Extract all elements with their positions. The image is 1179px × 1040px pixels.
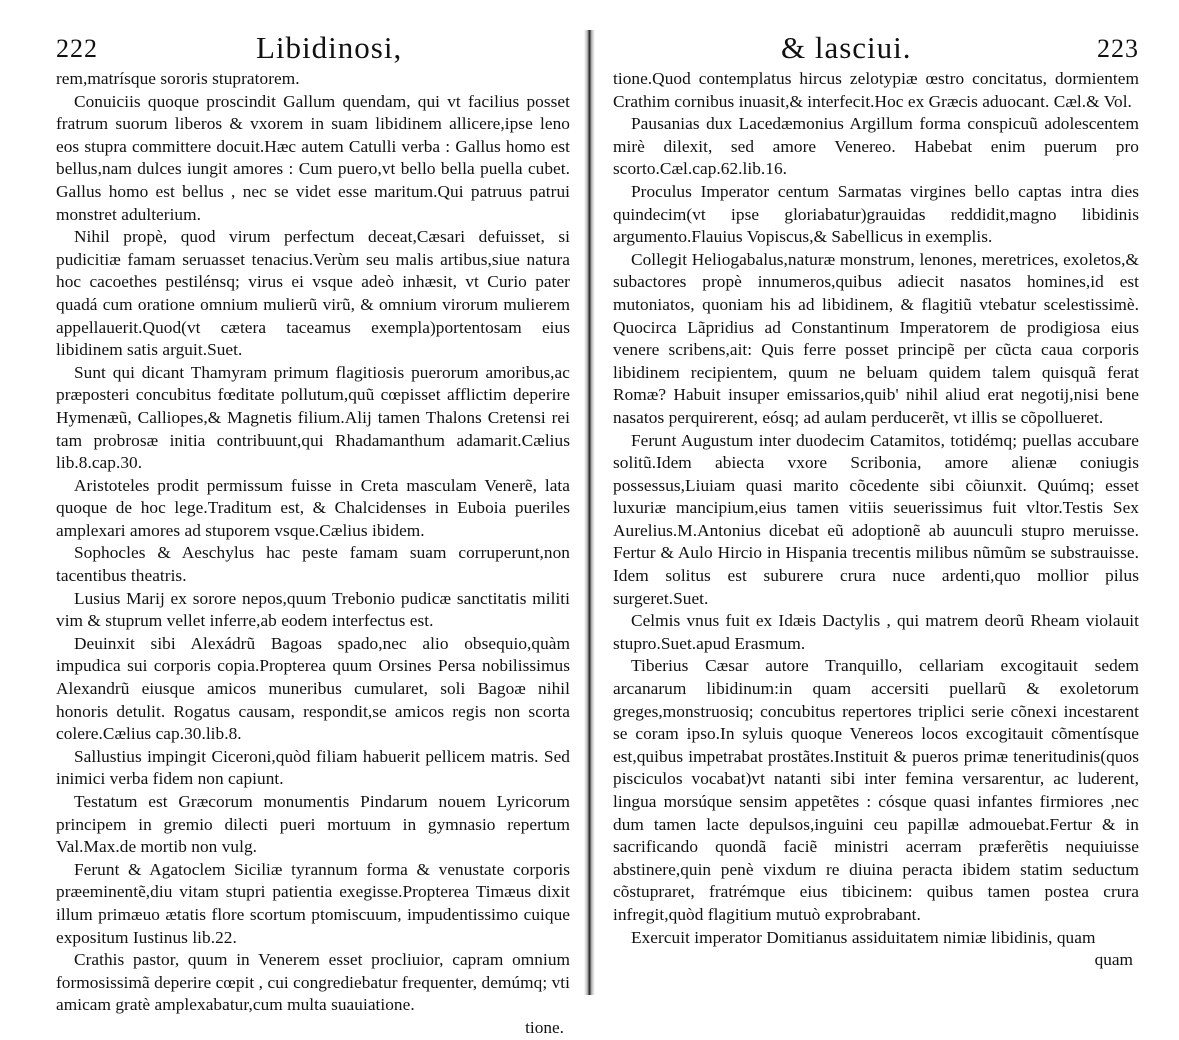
paragraph: Deuinxit sibi Alexádrũ Bagoas spado,nec alio obsequio,quàm impudica sui corporis copia.Propterea quum Orsines Persa nobilissimus Alexandrũ eiusque amicos muneribus cumularet, soli Bagoæ nihil honoris detulit. Rogatus causam, respondit,se amicos regis non scorta colere.Cælius cap.30.lib.8. bbox=[56, 633, 570, 744]
left-catchword: tione. bbox=[525, 1017, 564, 1037]
paragraph: Proculus Imperator centum Sarmatas virgines bello captas intra dies quindecim(vt ipse gloriabatur)grauidas reddidit,magno libidinis argumento.Flauius Vopiscus,& Sabellicus in exemplis. bbox=[613, 181, 1139, 247]
paragraph: Testatum est Græcorum monumentis Pindarum nouem Lyricorum principem in gremio dilecti pueri mortuum in gymnasio repertum Val.Max.de mortib non vulg. bbox=[56, 792, 570, 857]
paragraph: Lusius Marij ex sorore nepos,quum Trebonio pudicæ sanctitatis militi vim & stuprum vellet inferre,ab eodem interfectus est. bbox=[56, 588, 570, 631]
right-catchword: quam bbox=[1094, 950, 1133, 970]
paragraph: Exercuit imperator Domitianus assiduitatem nimiæ libidinis, quam bbox=[631, 927, 1096, 947]
paragraph: Ferunt & Agatoclem Siciliæ tyrannum forma & venustate corporis præeminentẽ,diu vitam stupri patientia exegisse.Propterea Timæus dixit illum primæuo ætatis flore scortum ptomiscuum, impudentissimo cuique expositum Iustinus lib.22. bbox=[56, 859, 570, 947]
paragraph: Sallustius impingit Ciceroni,quòd filiam habuerit pellicem matris. Sed inimici verba fidem non capiunt. bbox=[56, 746, 570, 789]
paragraph: Ferunt Augustum inter duodecim Catamitos, totidémq; puellas accubare solitũ.Idem abiecta vxore Scribonia, amore alienæ coniugis possessus,Liuiam quasi marito cõcedente sibi cõiunxit. Quúmq; esset luxuriæ mancipium,eius tamen vitiis seuerissimus fuit vltor.Testis Sex Aurelius.M.Antonius dicebat eũ adoptionẽ ab auunculi stupro meruisse. Fertur & Aulo Hircio in Hispania trecentis milibus nũmũm se substrauisse. Idem solitus est suburere crura nuce ardenti,quo mollior pilus surgeret.Suet. bbox=[613, 430, 1139, 608]
paragraph: Pausanias dux Lacedæmonius Argillum forma conspicuũ adolescentem mirè dilexit, sed amore Venereo. Habebat enim puerum pro scorto.Cæl.cap.62.lib.16. bbox=[613, 114, 1139, 179]
right-page-header bbox=[613, 30, 1139, 66]
paragraph: tione.Quod contemplatus hircus zelotypiæ œstro concitatus, dormientem Crathim cornibus inuasit,& interfecit.Hoc ex Græcis aduocant. Cæl.& Vol. bbox=[613, 69, 1139, 111]
paragraph: Sophocles & Aeschylus hac peste famam suam corruperunt,non tacentibus theatris. bbox=[56, 543, 570, 586]
paragraph: Tiberius Cæsar autore Tranquillo, cellariam excogitauit sedem arcanarum libidinum:in quam accersiti puellarũ & exoletorum greges,monstruosiq; concubitus repertores triplici serie cõnexi incestarent se coram ipso.In syluis quoque Venereos locos excogitauit cõmentísque est,quibus impetrabat prostãtes.Instituit & pueros primæ teneritudinis(quos pisciculos vocabat)vt natanti sibi inter femina versarentur, ac luderent, lingua morsúque sensim appetẽtes : cósque quasi infantes firmiores ,nec dum tamen lacte depulsos,inguini ceu papillæ admouebat.Fertur & in sacrificando quondã faciẽ ministri acerram præferẽtis nequiuisse abstinere,quin penè vixdum re diuina peracta ibidem statim seductum cõstupraret, fratrémque eius tibicinem: quibus tamen postea crura infregit,quòd flagitium mutuò exprobrabant. bbox=[613, 656, 1139, 924]
right-folio-number: 223 bbox=[1097, 34, 1139, 63]
paragraph: Nihil propè, quod virum perfectum deceat,Cæsari defuisset, si pudicitiæ famam seruasset tenacius.Verùm seu malis artibus,siue natura hoc cacoethes pestilénsq; virus ei vsque adeò inhæsit, vt Curio pater quadá cum oratione omnium mulierũ virũ, & omnium virorum mulierem appellauerit.Quod(vt cætera taceamus exempla)portentosam eius libidinem satis arguit.Suet. bbox=[56, 227, 570, 360]
book-gutter bbox=[584, 30, 595, 995]
paragraph: rem,matrísque sororis stupratorem. bbox=[56, 69, 300, 88]
paragraph: Celmis vnus fuit ex Idæis Dactylis , qui matrem deorũ Rheam violauit stupro.Suet.apud Erasmum. bbox=[613, 611, 1139, 653]
left-page bbox=[0, 0, 584, 1037]
left-page-text bbox=[56, 68, 570, 1040]
paragraph: Sunt qui dicant Thamyram primum flagitiosis puerorum amoribus,ac præposteri concubitus fœditate pollutum,quũ cœpisset afflictim deperire Hymenæũ, Calliopes,& Magnetis filium.Alij tamen Thalons Cretensi rei tam probrosæ initia contribuunt,qui Rhadamanthum adamarit.Cælius lib.8.cap.30. bbox=[56, 362, 570, 473]
right-page bbox=[595, 0, 1179, 1000]
right-page-text bbox=[613, 68, 1139, 972]
paragraph: Conuiciis quoque proscindit Gallum quendam, qui vt facilius posset fratrum suorum liberos & vxorem in suam libidinem allicere,ipse leno eos stupra committere docuit.Hæc autem Catulli verba : Gallus homo est bellus,nam dulces iungit amores : Cum puero,vt bello bella puella cubet. Gallus homo est bellus , nec se videt esse maritum.Qui patruus patrui monstret adulterium. bbox=[56, 91, 570, 224]
paragraph: Crathis pastor, quum in Venerem esset procliuior, capram omnium formosissimã deperire cœpit , cui congrediebatur frequenter, demúmq; vti amicam gratè amplexabatur,cum multa suauiatione. bbox=[56, 950, 570, 1015]
right-running-head: & lasciui. bbox=[781, 30, 912, 65]
paragraph: Collegit Heliogabalus,naturæ monstrum, lenones, meretrices, exoletos,& subactores propè innumeros,quibus adiecit nasatos homines,id est mutoniatos, quoniam his ad libidinem, & flagitiũ vtebatur scelestissimè. Quocirca Lãpridius ad Constantinum Imperatorem de prodigiosa eius venere scribens,ait: Quis ferre posset principẽ per cũcta caua corporis libidinem recipientem, quum ne beluam quidem talem quisquã ferat Romæ? Habuit insuper emissarios,quib' nihil aliud erat negotij,nisi bene nasatos perquirerent, eósq; ad aulam perducerẽt, vt illis se cõpollueret. bbox=[613, 249, 1139, 427]
left-folio-number: 222 bbox=[56, 34, 98, 63]
paragraph: Aristoteles prodit permissum fuisse in Creta masculam Venerẽ, lata quoque de hoc lege.Traditum est, & Chalcidenses in Euboia pueriles amplexari amores ad stuporem vsque.Cælius ibidem. bbox=[56, 475, 570, 540]
left-page-header bbox=[56, 30, 570, 66]
left-running-head: Libidinosi, bbox=[256, 30, 403, 65]
